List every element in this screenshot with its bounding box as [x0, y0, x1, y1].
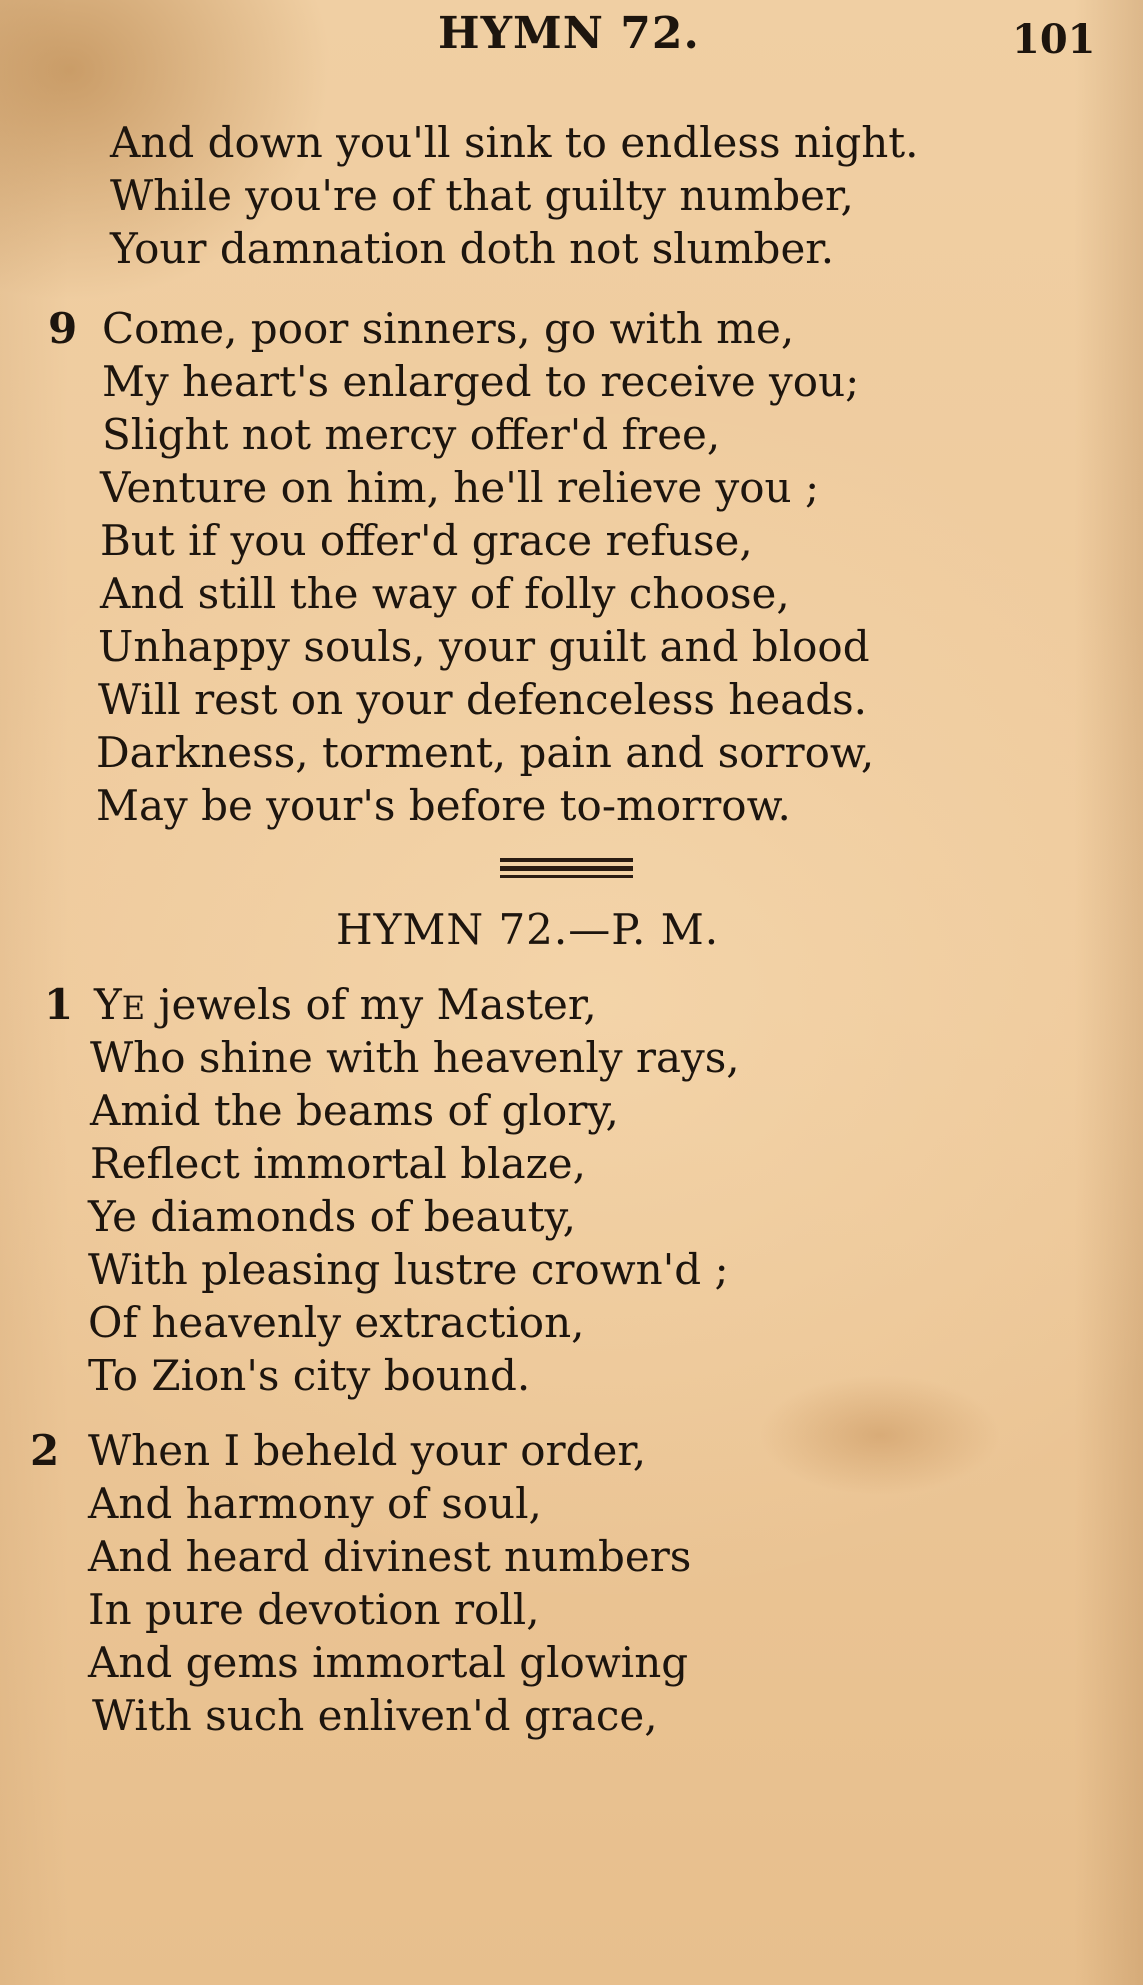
verse-line: Unhappy souls, your guilt and blood	[98, 622, 870, 671]
verse-line: Of heavenly extraction,	[88, 1298, 585, 1347]
section-divider	[500, 858, 633, 880]
continuation-line: And down you'll sink to endless night.	[110, 118, 919, 167]
verse-line	[94, 978, 597, 1035]
verse-line: Will rest on your defenceless heads.	[98, 675, 868, 724]
verse-line: With such enliven'd grace,	[92, 1691, 658, 1740]
verse-line: In pure devotion roll,	[88, 1585, 540, 1634]
first-word-smallcaps: YE	[94, 980, 146, 1029]
verse-line: Amid the beams of glory,	[90, 1086, 619, 1135]
verse-line: Ye diamonds of beauty,	[88, 1192, 576, 1241]
verse-line: When I beheld your order,	[88, 1426, 647, 1475]
verse-line: To Zion's city bound.	[88, 1351, 531, 1400]
verse-line: And harmony of soul,	[88, 1479, 542, 1528]
continuation-line: While you're of that guilty number,	[110, 171, 854, 220]
verse-number: 2	[30, 1426, 60, 1475]
verse-line: But if you offer'd grace refuse,	[100, 516, 753, 565]
verse-line: And heard divinest numbers	[88, 1532, 692, 1581]
verse-line: And gems immortal glowing	[88, 1638, 689, 1687]
continuation-line: Your damnation doth not slumber.	[110, 224, 835, 273]
verse-line: Darkness, torment, pain and sorrow,	[96, 728, 875, 777]
verse-number: 1	[44, 980, 74, 1029]
verse-line: May be your's before to-morrow.	[96, 781, 791, 830]
verse-line: Who shine with heavenly rays,	[90, 1033, 740, 1082]
verse-line: My heart's enlarged to receive you;	[102, 357, 860, 406]
verse-line: With pleasing lustre crown'd ;	[88, 1245, 729, 1294]
verse-line: Reflect immortal blaze,	[90, 1139, 586, 1188]
hymn-title: HYMN 72.—P. M.	[336, 905, 720, 954]
running-header: HYMN 72.	[438, 8, 700, 59]
page-number: 101	[1012, 16, 1096, 63]
verse-line: Come, poor sinners, go with me,	[102, 304, 795, 353]
first-line-rest: jewels of my Master,	[145, 980, 597, 1029]
verse-line: And still the way of folly choose,	[100, 569, 790, 618]
verse-line: Slight not mercy offer'd free,	[102, 410, 721, 459]
verse-line: Venture on him, he'll relieve you ;	[100, 463, 820, 512]
verse-number: 9	[48, 304, 78, 353]
